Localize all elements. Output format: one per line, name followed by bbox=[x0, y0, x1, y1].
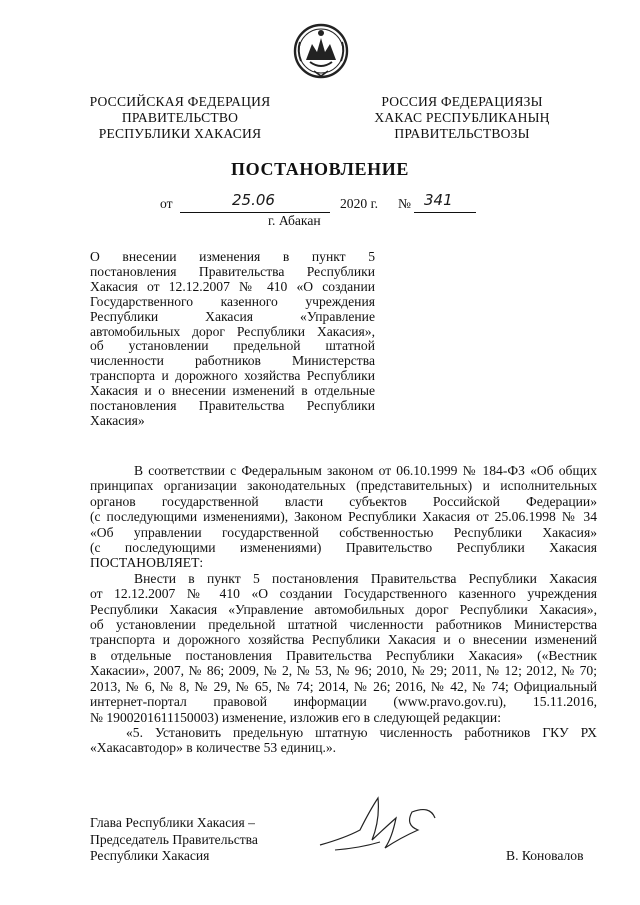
body-line: «Хакасавтодор» в количестве 53 единиц.». bbox=[90, 740, 337, 756]
from-label: от bbox=[160, 196, 173, 211]
subject-line: постановления Правительства Республики bbox=[90, 263, 375, 279]
subject-line: об установлении предельной штатной bbox=[90, 338, 375, 354]
subject-line: Хакасия и о внесении изменений в отдельные bbox=[90, 383, 375, 399]
year-label: 2020 г. bbox=[340, 196, 379, 211]
body-line: транспорта и дорожного хозяйства Республики Хакасия и о внесении изменений bbox=[90, 632, 597, 648]
header-left bbox=[80, 94, 280, 142]
date-line bbox=[160, 191, 500, 214]
subject-line: численности работников Министерства bbox=[90, 353, 375, 369]
header-left-line-1: РОССИЙСКАЯ ФЕДЕРАЦИЯ bbox=[89, 94, 271, 109]
number-label: № bbox=[398, 196, 411, 211]
header-right-line-2: ХАКАС РЕСПУБЛИКАНЫҢ bbox=[374, 110, 550, 125]
body-text bbox=[90, 463, 597, 756]
body-line: 2013, № 6, № 8, № 29, № 65, № 74; 2014, № 26; 2016, № 42, № 74; Официальный bbox=[90, 678, 597, 694]
body-line: Хакасии», 2007, № 86; 2009, № 2, № 53, № 96; 2010, № 29; 2011, № 12; 2012, № 70; bbox=[90, 663, 597, 679]
document-title: ПОСТАНОВЛЕНИЕ bbox=[231, 159, 409, 179]
body-line: принципах организации законодательных (представительных) и исполнительных bbox=[90, 478, 597, 494]
body-line: «5. Установить предельную штатную численность работников ГКУ РХ bbox=[126, 724, 597, 740]
date-handwritten: 25.06 bbox=[232, 191, 275, 209]
handwritten-signature bbox=[300, 790, 450, 860]
number-handwritten: 341 bbox=[424, 191, 453, 209]
body-line: от 12.12.2007 № 410 «О создании Государственного казенного учреждения bbox=[90, 586, 597, 602]
subject-line: О внесении изменения в пункт 5 bbox=[90, 249, 375, 264]
subject-line: постановления Правительства Республики bbox=[90, 398, 375, 414]
body-line: «Об управлении государственной собственностью Республики Хакасия» bbox=[90, 524, 597, 540]
subject-line: транспорта и дорожного хозяйства Республики bbox=[90, 368, 375, 384]
signatory-line: Председатель Правительства bbox=[90, 831, 258, 847]
body-line: интернет-портал правовой информации (www.pravo.gov.ru), 15.11.2016, bbox=[90, 694, 597, 710]
coat-of-arms-icon bbox=[292, 20, 350, 82]
signatory-line: Республики Хакасия bbox=[90, 848, 210, 864]
header-right bbox=[362, 94, 562, 142]
subject-line: Хакасия от 12.12.2007 № 410 «О создании bbox=[90, 278, 375, 294]
body-line: ПОСТАНОВЛЯЕТ: bbox=[90, 555, 204, 571]
body-line: (с последующими изменениями), Законом Республики Хакасия от 25.06.1998 № 34 bbox=[90, 509, 597, 525]
city-label: г. Абакан bbox=[268, 213, 321, 228]
subject-line: Республики Хакасия «Управление bbox=[90, 308, 375, 324]
body-line: (с последующими изменениями) Правительство Республики Хакасия bbox=[90, 540, 597, 556]
body-line: Внести в пункт 5 постановления Правительства Республики Хакасия bbox=[134, 570, 597, 586]
signatory-name: В. Коновалов bbox=[506, 848, 584, 863]
header-left-line-3: РЕСПУБЛИКИ ХАКАСИЯ bbox=[98, 126, 262, 141]
subject-line: Хакасия» bbox=[90, 412, 145, 428]
header-right-line-3: ПРАВИТЕЛЬСТВОЗЫ bbox=[394, 126, 530, 141]
subject-line: Государственного казенного учреждения bbox=[90, 293, 375, 309]
body-line: об установлении предельной штатной численности работников Министерства bbox=[90, 617, 597, 633]
body-line: в отдельные постановления Правительства Республики Хакасия» («Вестник bbox=[90, 647, 597, 663]
header-right-line-1: РОССИЯ ФЕДЕРАЦИЯЗЫ bbox=[381, 94, 543, 109]
body-line: Республики Хакасия «Управление автомобильных дорог Республики Хакасия», bbox=[90, 601, 597, 617]
header-left-line-2: ПРАВИТЕЛЬСТВО bbox=[121, 110, 239, 125]
body-line: В соответствии с Федеральным законом от 06.10.1999 № 184-ФЗ «Об общих bbox=[134, 463, 597, 478]
subject-block bbox=[90, 250, 375, 429]
body-line: органов государственной власти субъектов Российской Федерации» bbox=[90, 493, 597, 509]
subject-line: автомобильных дорог Республики Хакасия», bbox=[90, 323, 375, 339]
signatory-position bbox=[90, 815, 258, 865]
signatory-line: Глава Республики Хакасия – bbox=[90, 815, 255, 830]
body-line: № 1900201611150003) изменение, изложив его в следующей редакции: bbox=[90, 709, 501, 725]
